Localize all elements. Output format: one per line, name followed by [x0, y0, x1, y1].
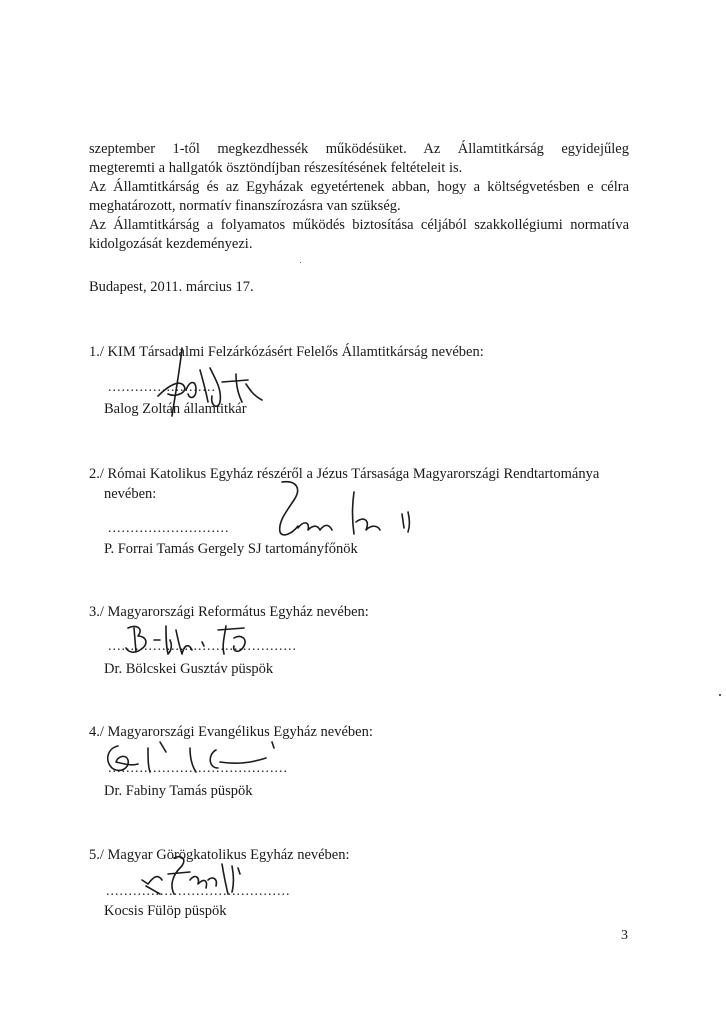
signatory-4-name: Dr. Fabiny Tamás püspök [104, 783, 253, 799]
body-line-4: meghatározott, normatív finanszírozásra van szükség. [89, 198, 401, 214]
signatory-2-signature [268, 476, 418, 540]
signatory-2-heading: 2./ Római Katolikus Egyház részéről a Jézus Társasága Magyarországi Rendtartománya [89, 466, 600, 482]
signatory-2-signature-line: ........................... [108, 521, 230, 536]
body-line-6: kidolgozását kezdeményezi. [89, 236, 253, 252]
signatory-1-signature-line: ........................ [108, 380, 216, 395]
signatory-1-name: Balog Zoltán államtitkár [104, 401, 247, 417]
signatory-3-signature [120, 620, 270, 660]
body-line-5: Az Államtitkárság a folyamatos működés biztosítása céljából szakkollégiumi normatíva [89, 217, 629, 233]
signatory-5-signature-line: ......................................... [106, 884, 291, 899]
signatory-3-heading: 3./ Magyarországi Református Egyház nevében: [89, 604, 369, 620]
signatory-5-heading: 5./ Magyar Görögkatolikus Egyház nevében: [89, 847, 350, 863]
signatory-3-signature-line: .......................................... [108, 639, 297, 654]
page-number: 3 [621, 928, 628, 943]
signatory-4-signature [100, 734, 280, 782]
body-line-1: szeptember 1-től megkezdhessék működésüket. Az Államtitkárság egyidejűleg [89, 141, 629, 157]
place-date: Budapest, 2011. március 17. [89, 279, 254, 295]
signatory-2-heading-cont: nevében: [104, 486, 157, 502]
body-line-2: megteremti a hallgatók ösztöndíjban részesítésének feltételeit is. [89, 160, 463, 176]
signatory-2-name: P. Forrai Tamás Gergely SJ tartományfőnök [104, 541, 358, 557]
signatory-3-name: Dr. Bölcskei Gusztáv püspök [104, 661, 274, 677]
signatory-1-heading: 1./ KIM Társadalmi Felzárkózásért Felelős Államtitkárság nevében: [89, 344, 484, 360]
body-line-3: Az Államtitkárság és az Egyházak egyetértenek abban, hogy a költségvetésben e célra [89, 179, 629, 195]
signatory-4-signature-line: ........................................ [108, 761, 288, 776]
signatory-5-name: Kocsis Fülöp püspök [104, 903, 227, 919]
signatory-4-heading: 4./ Magyarországi Evangélikus Egyház nevében: [89, 724, 373, 740]
scan-speck [300, 262, 301, 263]
signatory-5-signature [134, 850, 254, 902]
scan-speck [719, 694, 721, 696]
